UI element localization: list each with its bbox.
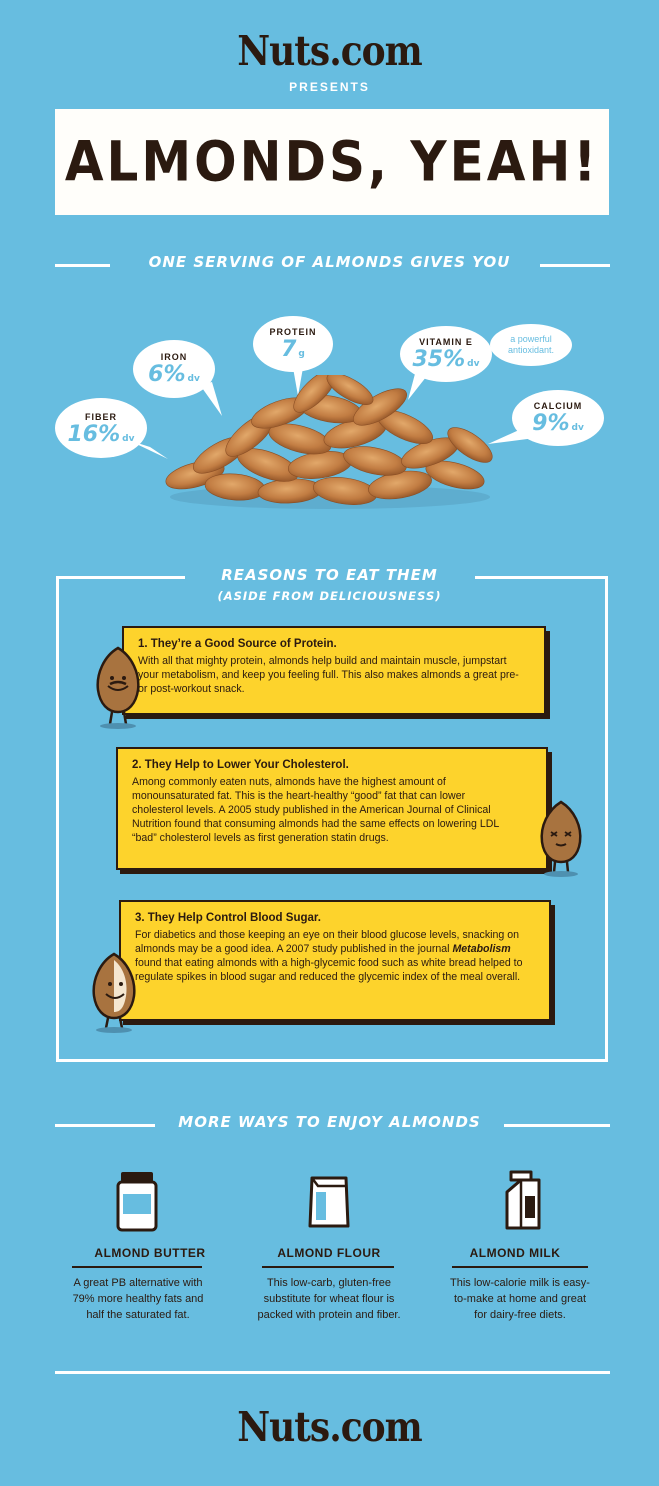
vitamin-e-bubble	[400, 326, 492, 382]
milk-carton-icon	[501, 1168, 545, 1232]
calcium-bubble	[512, 390, 604, 446]
fiber-value: 16% dv	[67, 422, 135, 447]
reason-2-body: Among commonly eaten nuts, almonds have the highest amount of monounsaturated fat. This is the heart-healthy “good” fat that can lower cholesterol levels. A 2005 study published in the American Journal of Clinical Nutrition found that consuming almonds had the same effects on lowering LDL “bad” cholesterol levels as first generation statin drugs.	[132, 776, 499, 844]
iron-label: IRON	[160, 352, 188, 362]
antioxidant-note: a powerful antioxidant.	[507, 334, 555, 355]
almond-milk-rule	[452, 1266, 588, 1268]
protein-value: 7 g	[281, 337, 305, 362]
reason-1-body: With all that mighty protein, almonds help build and maintain muscle, jumpstart your metabolism, and keep you feeling full. This also makes almonds a great pre- or post-workout snack.	[138, 655, 519, 695]
footer-brand-logo[interactable]: Nuts.com	[237, 1402, 422, 1452]
fiber-bubble	[55, 398, 147, 458]
calcium-value: 9% dv	[532, 411, 584, 436]
almond-flour-desc: This low-carb, gluten-free substitute for wheat flour is packed with protein and fiber.	[257, 1277, 401, 1321]
ways-heading: MORE WAYS TO ENJOY ALMONDS	[178, 1113, 481, 1131]
page-title: ALMONDS, YEAH!	[64, 130, 600, 194]
almond-flour-title: ALMOND FLOUR	[277, 1246, 381, 1260]
antioxidant-bubble	[490, 324, 572, 366]
reason-3-body: For diabetics and those keeping an eye on their blood glucose levels, snacking on almonds may be a good idea. A 2007 study published in the journal Metabolism found that eating almonds with a high-glycemic food such as white bread helped to regulate spikes in blood sugar and reduced the glycemic index of the meal overall.	[135, 929, 523, 983]
almond-butter-rule	[72, 1266, 202, 1268]
almond-mascot-1-icon	[92, 644, 144, 730]
vitamin-e-value: 35% dv	[412, 347, 480, 372]
almond-butter-desc: A great PB alternative with 79% more healthy fats and half the saturated fat.	[72, 1277, 204, 1321]
protein-bubble	[253, 316, 333, 372]
footer-divider	[55, 1371, 610, 1374]
reasons-heading: REASONS TO EAT THEM	[221, 566, 438, 584]
almond-milk-desc: This low-calorie milk is easy-to-make at home and great for dairy-free diets.	[450, 1277, 590, 1321]
almond-mascot-3-icon	[88, 950, 140, 1034]
reason-card-3	[119, 900, 551, 1021]
protein-label: PROTEIN	[269, 327, 317, 337]
vitamin-e-label: VITAMIN E	[419, 337, 473, 347]
almond-mascot-2-icon	[536, 798, 586, 878]
brand-logo[interactable]: Nuts.com	[237, 26, 422, 76]
presents-label: PRESENTS	[289, 80, 370, 94]
reason-card-2	[116, 747, 548, 870]
almond-flour-rule	[262, 1266, 394, 1268]
reason-card-1	[122, 626, 546, 715]
jar-icon	[115, 1170, 159, 1232]
almond-butter-title: ALMOND BUTTER	[94, 1246, 206, 1260]
calcium-label: CALCIUM	[533, 401, 583, 411]
serving-heading: ONE SERVING OF ALMONDS GIVES YOU	[148, 253, 511, 271]
almond-milk-title: ALMOND MILK	[469, 1246, 561, 1260]
iron-value: 6% dv	[148, 362, 200, 387]
flour-bag-icon	[306, 1172, 352, 1230]
reasons-subheading: (ASIDE FROM DELICIOUSNESS)	[217, 589, 442, 603]
reason-1-title: 1. They’re a Good Source of Protein.	[138, 638, 337, 650]
reason-2-title: 2. They Help to Lower Your Cholesterol.	[132, 759, 349, 771]
reason-3-title: 3. They Help Control Blood Sugar.	[135, 912, 321, 924]
fiber-label: FIBER	[85, 412, 117, 422]
almond-pile-image	[150, 375, 510, 515]
